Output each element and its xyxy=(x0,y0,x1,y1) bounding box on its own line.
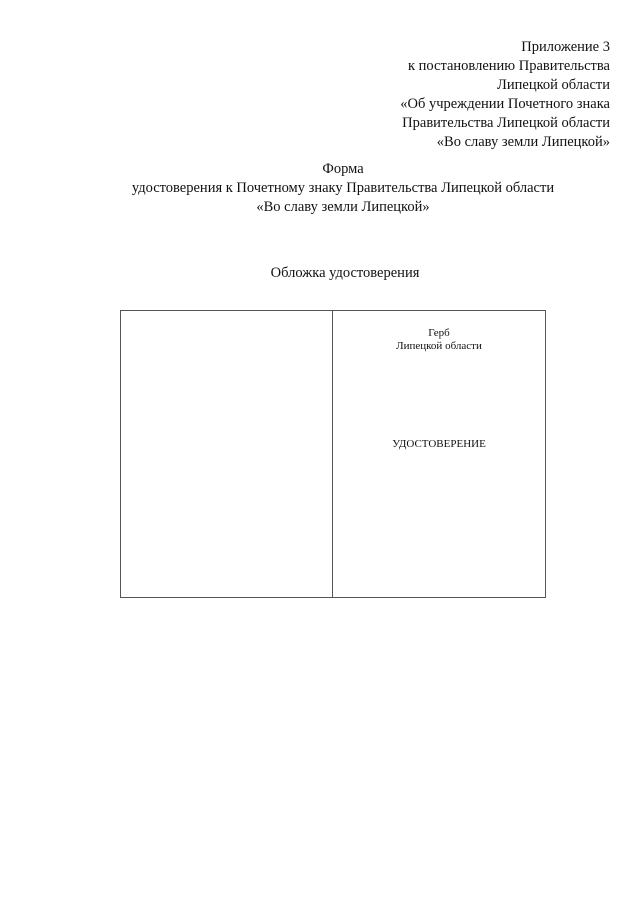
form-title-line: Форма xyxy=(322,161,364,177)
emblem-placeholder xyxy=(333,327,545,353)
appendix-line: «Во славу земли Липецкой» xyxy=(436,134,610,150)
appendix-line: к постановлению Правительства xyxy=(408,58,610,74)
appendix-header xyxy=(400,38,610,152)
certificate-title: УДОСТОВЕРЕНИЕ xyxy=(392,438,486,450)
cover-layout-frame xyxy=(120,310,546,598)
cover-front-panel xyxy=(333,311,545,597)
cover-caption: Обложка удостоверения xyxy=(270,265,420,281)
appendix-line: Правительства Липецкой области xyxy=(402,115,610,131)
appendix-line: Липецкой области xyxy=(497,77,610,93)
emblem-label-line: Липецкой области xyxy=(396,340,482,352)
appendix-line: Приложение 3 xyxy=(521,39,610,55)
emblem-label-line: Герб xyxy=(428,327,450,339)
form-title-line: «Во славу земли Липецкой» xyxy=(256,199,430,215)
form-title-line: удостоверения к Почетному знаку Правительства Липецкой области xyxy=(131,180,555,196)
appendix-line: «Об учреждении Почетного знака xyxy=(400,96,610,112)
form-title xyxy=(0,160,640,217)
